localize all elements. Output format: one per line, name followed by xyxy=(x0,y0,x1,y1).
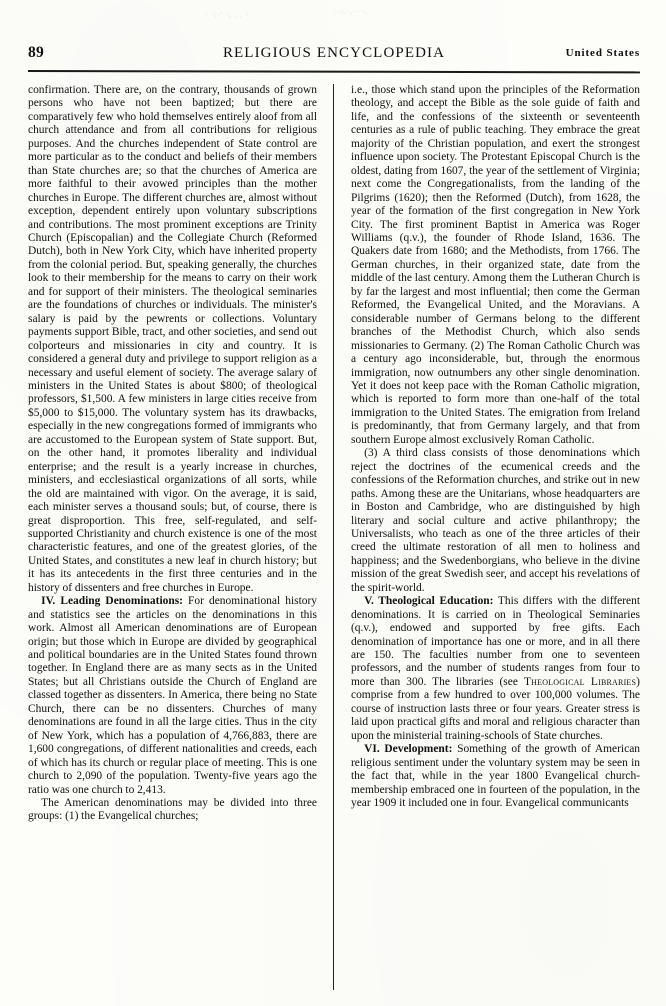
paragraph-section-4 xyxy=(28,595,317,797)
scan-artifacts xyxy=(0,6,666,28)
paragraph: (3) A third class consists of those denominations which reject the doctrines of the ecumenical creeds and the confessions of the Reformation churches, and strike out in new paths. Among these are the Unitarians, whose headquarters are in Boston and Cambridge, who are distinguished by high literary and social culture and active philanthropy; the Universalists, who teach as one of the three articles of their creed the ultimate restoration of all men to holiness and happiness; and the Swedenborgians, who believe in the divine mission of the great Swedish seer, and accept his revelations of the spirit-world. xyxy=(351,447,640,594)
section-heading-leading-denominations: IV. Leading Denominations: xyxy=(41,595,183,608)
paragraph-section-6 xyxy=(351,743,640,810)
scan-artifact-left: · ·:·' ·, . . · xyxy=(205,11,249,19)
paragraph-section-5 xyxy=(351,595,640,743)
paragraph-text: Something of the growth of American religious sentiment under the voluntary system may be seen in the fact that, while in the year 1800 Evangelical church-membership embraced one in fourteen of the population, in the year 1909 it included one in four. Evangelical communicants xyxy=(351,743,640,810)
column-divider xyxy=(317,84,351,998)
paragraph: i.e., those which stand upon the principles of the Reformation theology, and accept the Bible as the sole guide of faith and life, and the confessions of the sixteenth or seventeenth centuries as a rule of public teaching. They embrace the great majority of the Christian population, and exert the strongest influence upon society. The Protestant Episcopal Church is the oldest, dating from 1607, the year of the settlement of Virginia; next come the Congregationalists, from the landing of the Pilgrims (1620); then the Reformed (Dutch), from 1628, the year of the formation of the first congregation in New York City. The first prominent Baptist in America was Roger Williams (q.v.), the founder of Rhode Island, 1636. The Quakers date from 1680; and the Methodists, from 1766. The German churches, in their organized state, date from the middle of the last century. Among them the Lutheran Church is by far the largest and most influential; then come the German Reformed, the Evangelical United, and the Moravians. A considerable number of Germans belong to the different branches of the Methodist Church, which also sends missionaries to Germany. (2) The Roman Catholic Church was a century ago inconsiderable, but, through the enormous immigration, now outnumbers any other single denomination. Yet it does not keep pace with the Roman Catholic migration, which is reported to form more than one-half of the total immigration to the United States. The emigration from Ireland is predominantly, that from Germany largely, and that from southern Europe almost exclusively Roman Catholic. xyxy=(351,84,640,446)
section-heading-development: VI. Development: xyxy=(364,743,453,756)
paragraph: confirmation. There are, on the contrary, thousands of grown persons who have not been baptized; but there are comparatively few who hold themselves entirely aloof from all church attendance and from all contributions for religious purposes. And the churches independent of State control are more particular as to the conduct and beliefs of their members than State churches are; so that the churches of America are more faithful to their avowed principles than the mother churches in Europe. The different churches are, almost without exception, dependent entirely upon voluntary subscriptions and contributions. The most prominent exceptions are Trinity Church (Episcopalian) and the Collegiate Church (Reformed Dutch), both in New York City, which have inherited property from the colonial period. But, speaking generally, the churches look to their membership for the means to carry on their work and for support of their ministers. The theological seminaries are the foundations of churches or individuals. The minister's salary is paid by the pewrents or collections. Voluntary payments support Bible, tract, and other societies, and send out colporteurs and missionaries in city and country. It is considered a general duty and privilege to support religion as a necessary and useful element of society. The average salary of ministers in the United States is about $800; of theological professors, $1,500. A few ministers in large cities receive from $5,000 to $15,000. The voluntary system has its drawbacks, especially in the new congregations formed of immigrants who are accustomed to the European system of State support. But, on the other hand, it promotes liberality and individual enterprise; and the result is a yearly increase in churches, ministers, and ecclesiastical organizations of all sorts, while the old are maintained with vigor. On the average, it is said, each minister serves a thousand souls; but, of course, there is great disproportion. This free, self-regulated, and self-supported Christianity and church existence is one of the most characteristic features, and one of the greatest glories, of the United States, and constitutes a new leaf in church history; but it has its antecedents in the first three centuries and in the history of dissenters and free churches in Europe. xyxy=(28,84,317,594)
left-column xyxy=(28,84,317,998)
paragraph-text-cont: ) comprise from a few hundred to over 100,000 volumes. The course of instruction lasts three or four years. Greater stress is laid upon practical gifts and moral and religious character than upon the ministerial training-schools of State churches. xyxy=(351,675,640,742)
entry-title: United States xyxy=(565,47,640,59)
header-rule xyxy=(28,70,640,73)
paragraph-text: For denominational history and statistics see the articles on the denominations in this work. Almost all American denominations are of European origin; but those which in Europe are divided by geographical and political boundaries are in the United States found thrown together. In England there are as many sects as in the United States; but all Christians outside the Church of England are classed together as dissenters. In America, there being no State Church, there can be no dissenters. Churches of many denominations are found in all the large cities. Thus in the city of New York, which has a population of 4,766,883, there are 1,600 congregations, of different nationalities and creeds, each of which has its church or regular place of meeting. This is one church to 2,090 of the population. Twenty-five years ago the ratio was one church to 2,413. xyxy=(28,595,317,796)
page-header xyxy=(28,44,640,66)
scan-artifact-right: .·:.·,·· ·. xyxy=(335,8,369,16)
running-title: RELIGIOUS ENCYCLOPEDIA xyxy=(222,45,446,61)
paragraph: The American denominations may be divided into three groups: (1) the Evangelical churches; xyxy=(28,797,317,823)
page-number: 89 xyxy=(28,44,45,61)
right-column xyxy=(351,84,640,998)
cross-reference-theological-libraries: Theological Libraries xyxy=(523,675,637,688)
paragraph-text: This differs with the different denominations. It is carried on in Theological Seminaries (q.v.), endowed and supported by free gifts. Each denomination of importance has one or more, and in all there are 150. The faculties number from one to seventeen professors, and the number of students ranges from four to more than 300. The libraries (see xyxy=(351,595,640,688)
body-columns xyxy=(28,84,640,998)
section-heading-theological-education: V. Theological Education: xyxy=(364,595,494,608)
